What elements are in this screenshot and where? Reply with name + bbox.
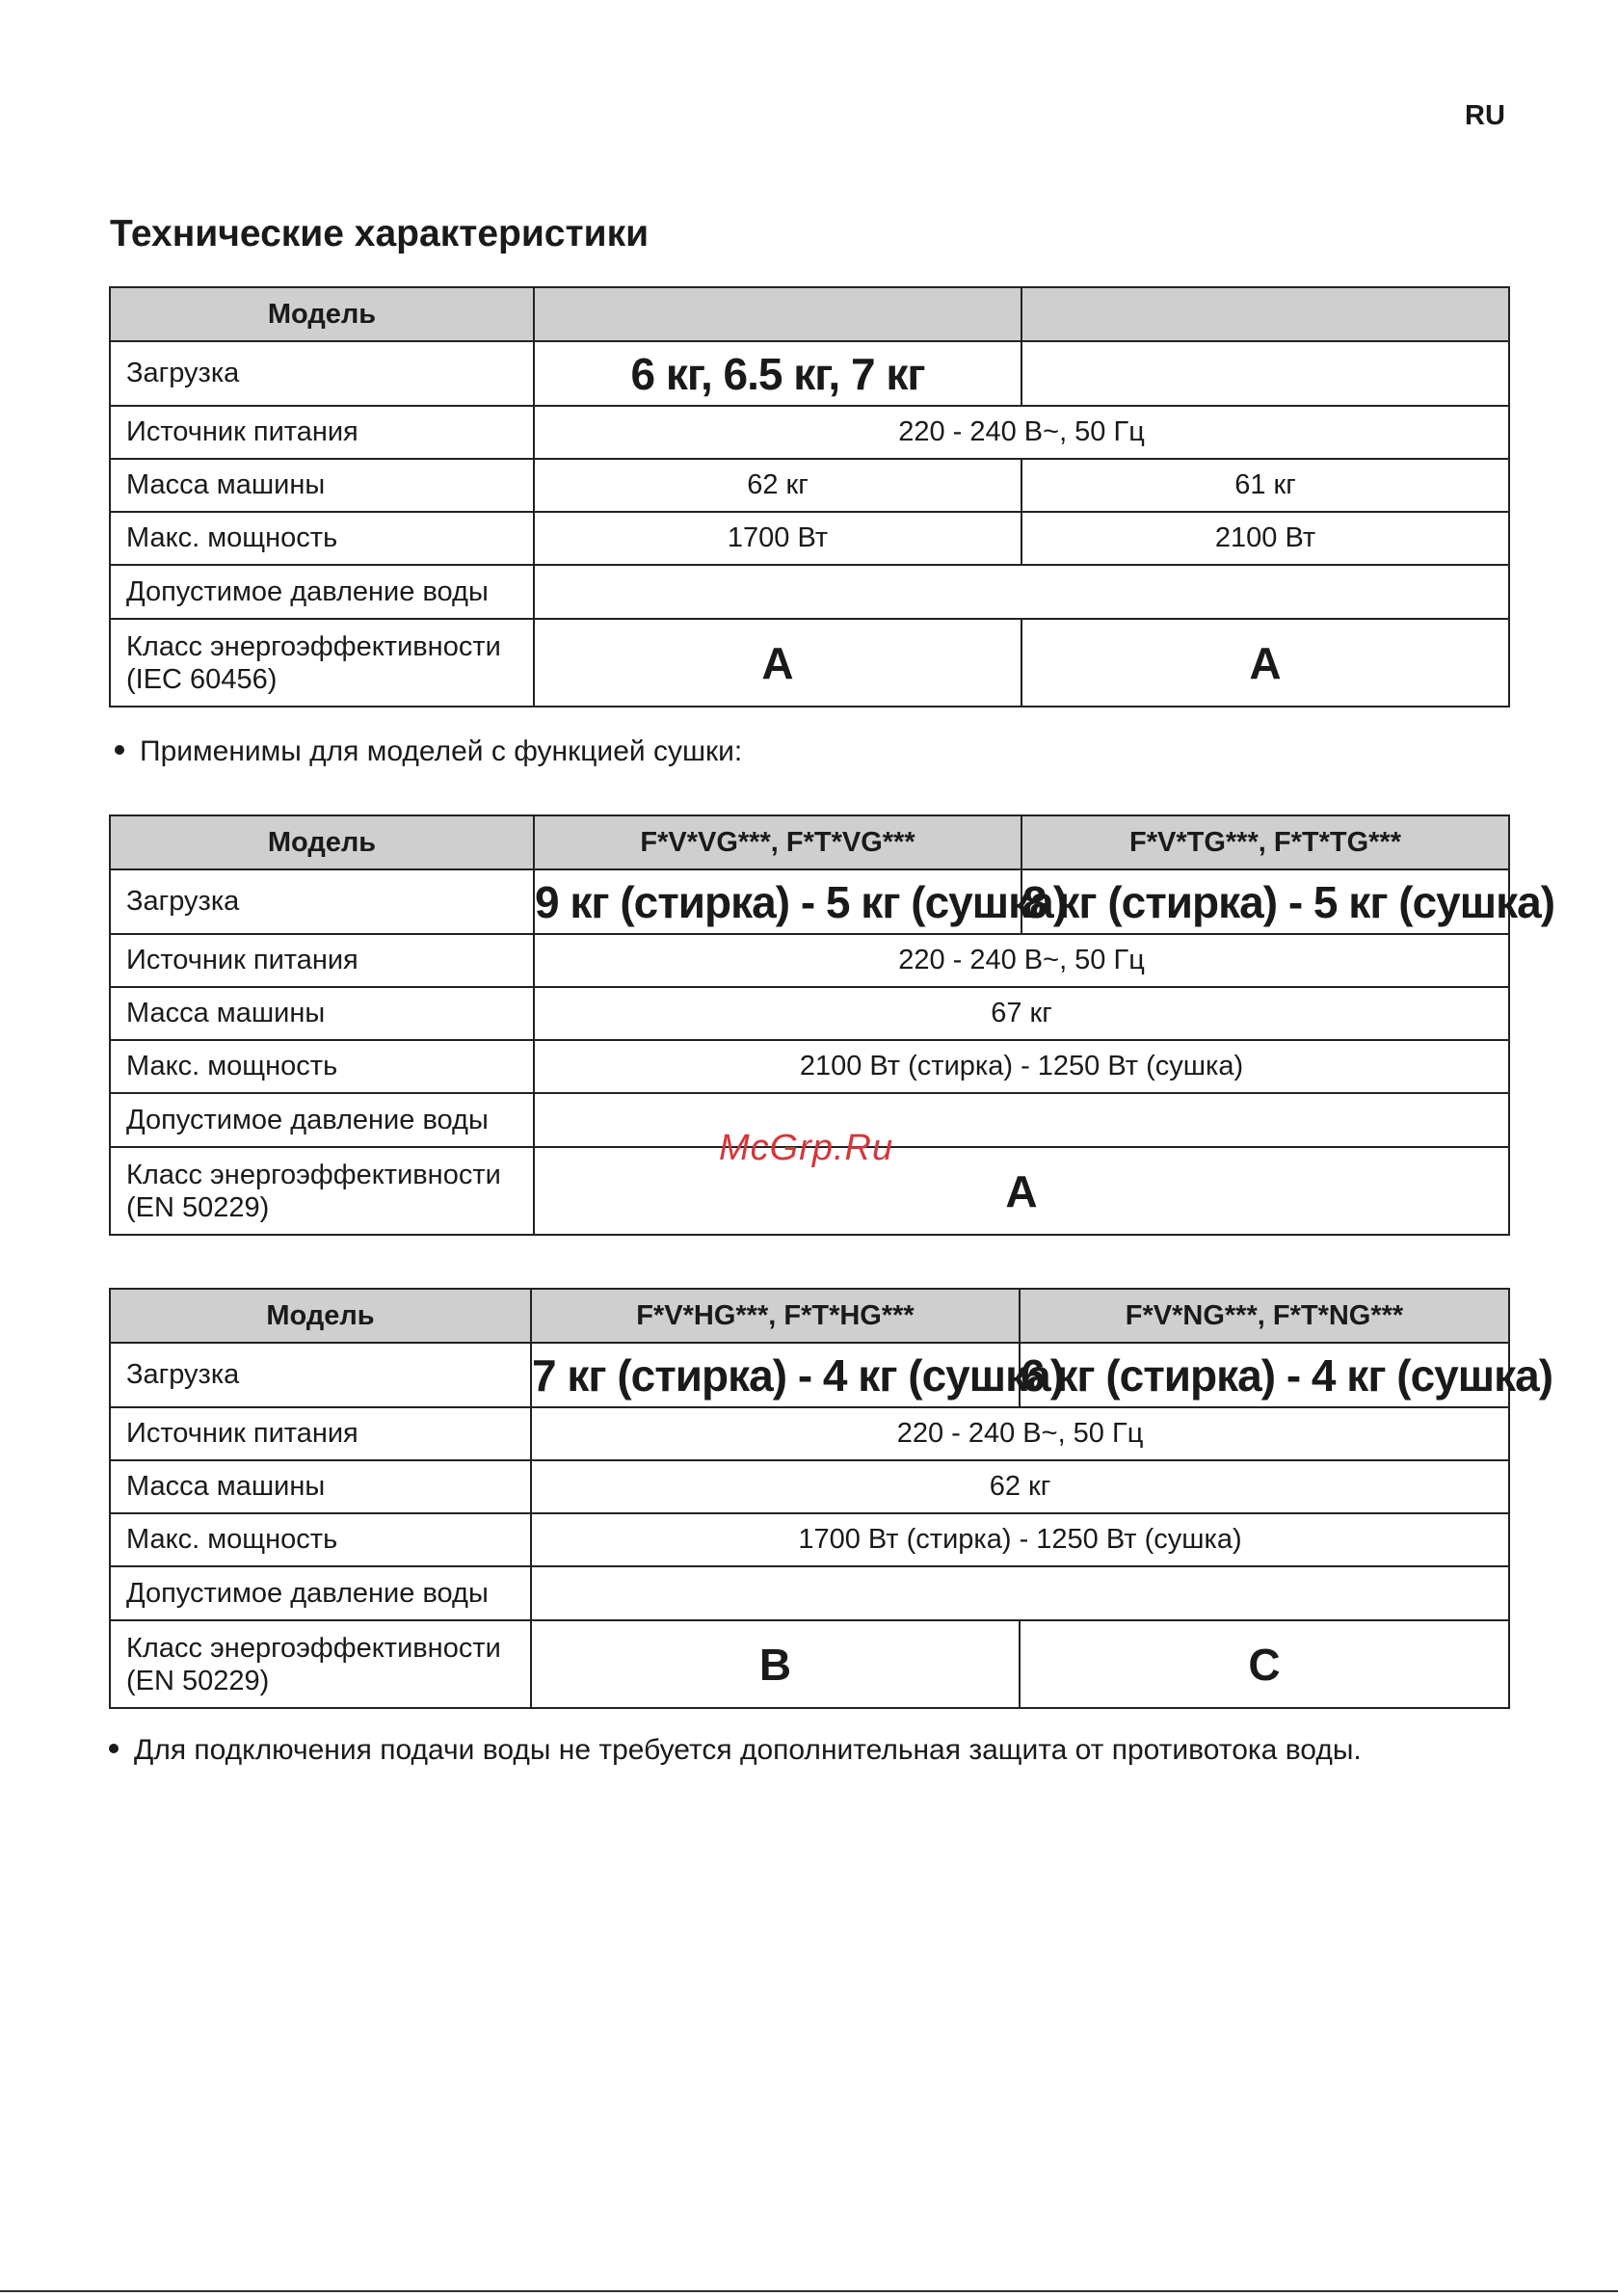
load-value-2 bbox=[1021, 341, 1509, 406]
energy-class-value-1: A bbox=[534, 619, 1021, 707]
mass-label: Масса машины bbox=[110, 459, 534, 512]
spec-table-3 bbox=[109, 1288, 1553, 1709]
table-row bbox=[110, 1460, 1509, 1513]
energy-class-value-1: B bbox=[531, 1620, 1020, 1708]
model-header: Модель bbox=[110, 287, 534, 341]
mass-value: 67 кг bbox=[534, 987, 1509, 1040]
energy-class-label-line1: Класс энергоэффективности bbox=[126, 1159, 501, 1190]
bullet-icon bbox=[115, 745, 124, 755]
note-text: Применимы для моделей с функцией сушки: bbox=[140, 735, 743, 767]
table-row bbox=[110, 1343, 1509, 1407]
spec-table-2 bbox=[109, 814, 1555, 1236]
table-row bbox=[110, 1566, 1509, 1620]
energy-class-value-2: C bbox=[1020, 1620, 1509, 1708]
table-header-row bbox=[110, 815, 1509, 869]
mass-value: 62 кг bbox=[531, 1460, 1509, 1513]
mass-label: Масса машины bbox=[110, 1460, 531, 1513]
note-backflow bbox=[109, 1734, 1362, 1767]
energy-class-label bbox=[110, 619, 534, 707]
energy-class-standard: (IEC 60456) bbox=[126, 663, 278, 695]
table-row bbox=[110, 565, 1509, 619]
water-pressure-label: Допустимое давление воды bbox=[110, 565, 534, 619]
table-row bbox=[110, 512, 1509, 565]
energy-class-label bbox=[110, 1620, 531, 1708]
table-row bbox=[110, 341, 1509, 406]
max-power-label: Макс. мощность bbox=[110, 512, 534, 565]
table-row bbox=[110, 869, 1509, 934]
load-label: Загрузка bbox=[110, 341, 534, 406]
table-row bbox=[110, 619, 1509, 707]
language-code: RU bbox=[1465, 100, 1505, 131]
load-label: Загрузка bbox=[110, 1343, 531, 1407]
load-value-2: 8 кг (стирка) - 5 кг (сушка) bbox=[1021, 869, 1509, 934]
watermark: McGrp.Ru bbox=[719, 1128, 894, 1168]
model-header: Модель bbox=[110, 1289, 531, 1343]
max-power-value: 2100 Вт (стирка) - 1250 Вт (сушка) bbox=[534, 1040, 1509, 1093]
model-col-1: F*V*HG***, F*T*HG*** bbox=[531, 1289, 1020, 1343]
load-label: Загрузка bbox=[110, 869, 534, 934]
max-power-label: Макс. мощность bbox=[110, 1040, 534, 1093]
table-row bbox=[110, 1407, 1509, 1460]
mass-label: Масса машины bbox=[110, 987, 534, 1040]
max-power-value-1: 1700 Вт bbox=[534, 512, 1021, 565]
table-header-row bbox=[110, 1289, 1509, 1343]
load-value: 6 кг, 6.5 кг, 7 кг bbox=[534, 341, 1021, 406]
energy-class-label-line1: Класс энергоэффективности bbox=[126, 630, 501, 662]
power-supply-label: Источник питания bbox=[110, 406, 534, 459]
model-col-2: F*V*NG***, F*T*NG*** bbox=[1020, 1289, 1509, 1343]
table-row bbox=[110, 459, 1509, 512]
model-col-2 bbox=[1021, 287, 1509, 341]
page-title: Технические характеристики bbox=[110, 213, 650, 254]
model-col-2: F*V*TG***, F*T*TG*** bbox=[1021, 815, 1509, 869]
power-supply-label: Источник питания bbox=[110, 1407, 531, 1460]
load-value-1: 7 кг (стирка) - 4 кг (сушка) bbox=[531, 1343, 1020, 1407]
table-row bbox=[110, 406, 1509, 459]
load-value-1: 9 кг (стирка) - 5 кг (сушка) bbox=[534, 869, 1021, 934]
mass-value-1: 62 кг bbox=[534, 459, 1021, 512]
spec-table-1 bbox=[109, 286, 1510, 707]
water-pressure-value bbox=[531, 1566, 1509, 1620]
power-supply-value: 220 - 240 В~, 50 Гц bbox=[534, 406, 1509, 459]
water-pressure-value bbox=[534, 565, 1509, 619]
model-col-1: F*V*VG***, F*T*VG*** bbox=[534, 815, 1021, 869]
max-power-value-2: 2100 Вт bbox=[1021, 512, 1509, 565]
table-row bbox=[110, 987, 1509, 1040]
max-power-value: 1700 Вт (стирка) - 1250 Вт (сушка) bbox=[531, 1513, 1509, 1566]
note-dryer-models bbox=[115, 735, 742, 768]
water-pressure-label: Допустимое давление воды bbox=[110, 1093, 534, 1147]
bottom-divider bbox=[0, 2290, 1618, 2292]
table-row bbox=[110, 934, 1509, 987]
table-row bbox=[110, 1620, 1509, 1708]
energy-class-standard: (EN 50229) bbox=[126, 1191, 270, 1223]
table-header-row bbox=[110, 287, 1509, 341]
energy-class-label-line1: Класс энергоэффективности bbox=[126, 1632, 501, 1664]
power-supply-value: 220 - 240 В~, 50 Гц bbox=[534, 934, 1509, 987]
energy-class-standard: (EN 50229) bbox=[126, 1665, 270, 1696]
water-pressure-label: Допустимое давление воды bbox=[110, 1566, 531, 1620]
mass-value-2: 61 кг bbox=[1021, 459, 1509, 512]
power-supply-label: Источник питания bbox=[110, 934, 534, 987]
water-pressure-value bbox=[534, 1093, 1509, 1147]
max-power-label: Макс. мощность bbox=[110, 1513, 531, 1566]
table-row bbox=[110, 1040, 1509, 1093]
energy-class-value: A bbox=[534, 1147, 1509, 1235]
model-col-1 bbox=[534, 287, 1021, 341]
table-row bbox=[110, 1513, 1509, 1566]
power-supply-value: 220 - 240 В~, 50 Гц bbox=[531, 1407, 1509, 1460]
model-header: Модель bbox=[110, 815, 534, 869]
energy-class-label bbox=[110, 1147, 534, 1235]
energy-class-value-2: A bbox=[1021, 619, 1509, 707]
load-value-2: 6 кг (стирка) - 4 кг (сушка) bbox=[1020, 1343, 1509, 1407]
bullet-icon bbox=[109, 1744, 119, 1753]
note-text: Для подключения подачи воды не требуется дополнительная защита от противотока воды. bbox=[134, 1734, 1362, 1766]
